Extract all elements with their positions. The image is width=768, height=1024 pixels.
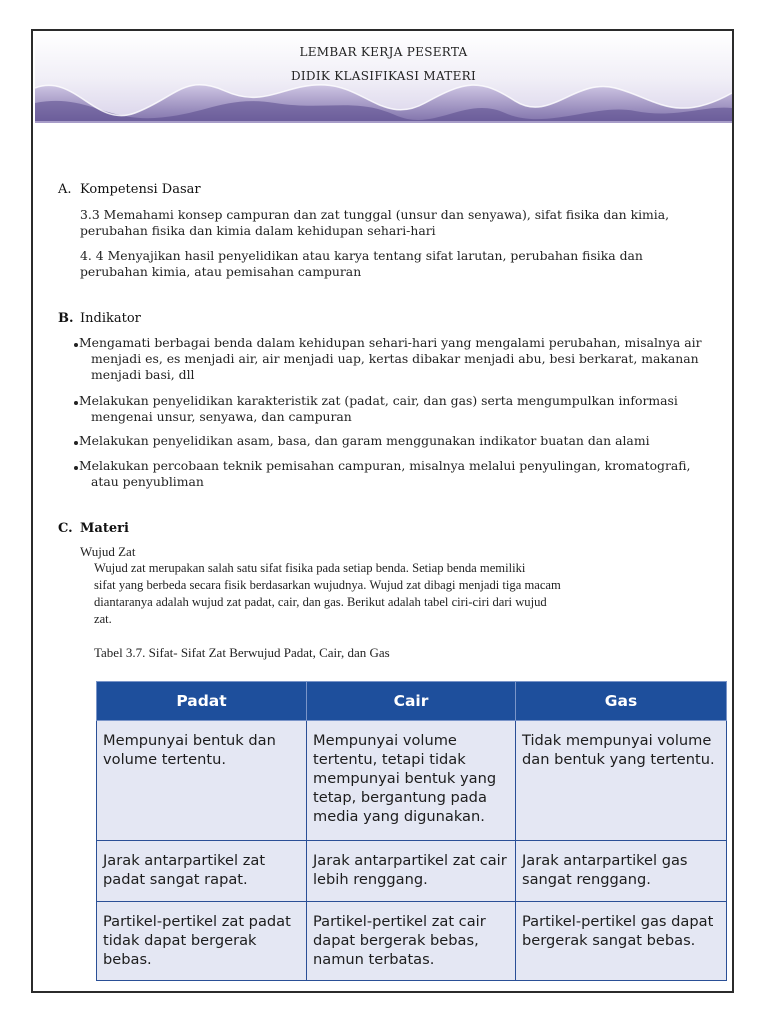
kd-3-3-line2: perubahan fisika dan kimia dalam kehidupan sehari-hari [80,223,436,238]
header-gas: Gas [516,682,727,721]
section-a-letter: A. [58,182,72,197]
indicator-1-line2: menjadi es, es menjadi air, air menjadi uap, kertas dibakar menjadi abu, besi berkarat, makanan [91,351,699,366]
states-of-matter-table [96,681,727,981]
materi-paragraph-line4: zat. [94,612,112,626]
indicator-item-2 [74,393,714,425]
indicator-3-line1: Melakukan penyelidikan asam, basa, dan garam menggunakan indikator buatan dan alami [79,433,650,448]
indicator-item-3 [74,433,714,449]
indicator-item-1 [74,335,714,383]
cell-gas-gerak: Partikel-pertikel gas dapat bergerak sangat bebas. [516,902,727,981]
cell-cair-jarak: Jarak antarpartikel zat cair lebih renggang. [307,841,516,902]
bullet-icon [74,343,78,347]
cell-padat-bentuk: Mempunyai bentuk dan volume tertentu. [97,721,307,841]
bullet-icon [74,401,78,405]
cell-cair-gerak: Partikel-pertikel zat cair dapat bergerak bebas, namun terbatas. [307,902,516,981]
section-b-title: Indikator [80,311,141,326]
table-row [97,902,727,981]
table-caption: Tabel 3.7. Sifat- Sifat Zat Berwujud Padat, Cair, dan Gas [94,645,390,660]
table-row [97,841,727,902]
header-cair: Cair [307,682,516,721]
indicator-2-line2: mengenai unsur, senyawa, dan campuran [91,409,352,424]
worksheet-title-line1: LEMBAR KERJA PESERTA [299,45,468,59]
kd-3-3-line1: 3.3 Memahami konsep campuran dan zat tunggal (unsur dan senyawa), sifat fisika dan kimia, [80,207,670,222]
section-c-title: Materi [80,521,129,536]
cell-gas-bentuk: Tidak mempunyai volume dan bentuk yang tertentu. [516,721,727,841]
table-row [97,721,727,841]
indicator-1-line3: menjadi basi, dll [91,367,195,382]
table-header-row [97,682,727,721]
indicator-4-line1: Melakukan percobaan teknik pemisahan campuran, misalnya melalui penyulingan, kromatografi, [79,458,691,473]
cell-padat-jarak: Jarak antarpartikel zat padat sangat rapat. [97,841,307,902]
indicator-4-line2: atau penyubliman [91,474,204,489]
materi-paragraph-line2: sifat yang berbeda secara fisik berdasarkan wujudnya. Wujud zat dibagi menjadi tiga macam [94,578,561,592]
bullet-icon [74,441,78,445]
bullet-icon [74,466,78,470]
section-b-letter: B. [58,311,74,326]
indicator-2-line1: Melakukan penyelidikan karakteristik zat (padat, cair, dan gas) serta mengumpulkan informasi [79,393,678,408]
header-banner [35,33,732,123]
indicator-item-4 [74,458,714,490]
cell-cair-bentuk: Mempunyai volume tertentu, tetapi tidak mempunyai bentuk yang tetap, bergantung pada media yang digunakan. [307,721,516,841]
materi-paragraph-line3: diantaranya adalah wujud zat padat, cair, dan gas. Berikut adalah tabel ciri-ciri dari wujud [94,595,547,609]
kd-4-4-line2: perubahan kimia, atau pemisahan campuran [80,264,362,279]
cell-gas-jarak: Jarak antarpartikel gas sangat renggang. [516,841,727,902]
header-padat: Padat [97,682,307,721]
section-a-title: Kompetensi Dasar [80,182,201,197]
worksheet-title-line2: DIDIK KLASIFIKASI MATERI [290,69,477,83]
materi-subtitle: Wujud Zat [80,544,136,559]
indicator-1-line1: Mengamati berbagai benda dalam kehidupan sehari-hari yang mengalami perubahan, misalnya air [79,335,702,350]
cell-padat-gerak: Partikel-pertikel zat padat tidak dapat bergerak bebas. [97,902,307,981]
section-c-letter: C. [58,521,73,536]
kd-4-4-line1: 4. 4 Menyajikan hasil penyelidikan atau karya tentang sifat larutan, perubahan fisika dan [80,248,643,263]
materi-paragraph-line1: Wujud zat merupakan salah satu sifat fisika pada setiap benda. Setiap benda memiliki [94,561,526,575]
